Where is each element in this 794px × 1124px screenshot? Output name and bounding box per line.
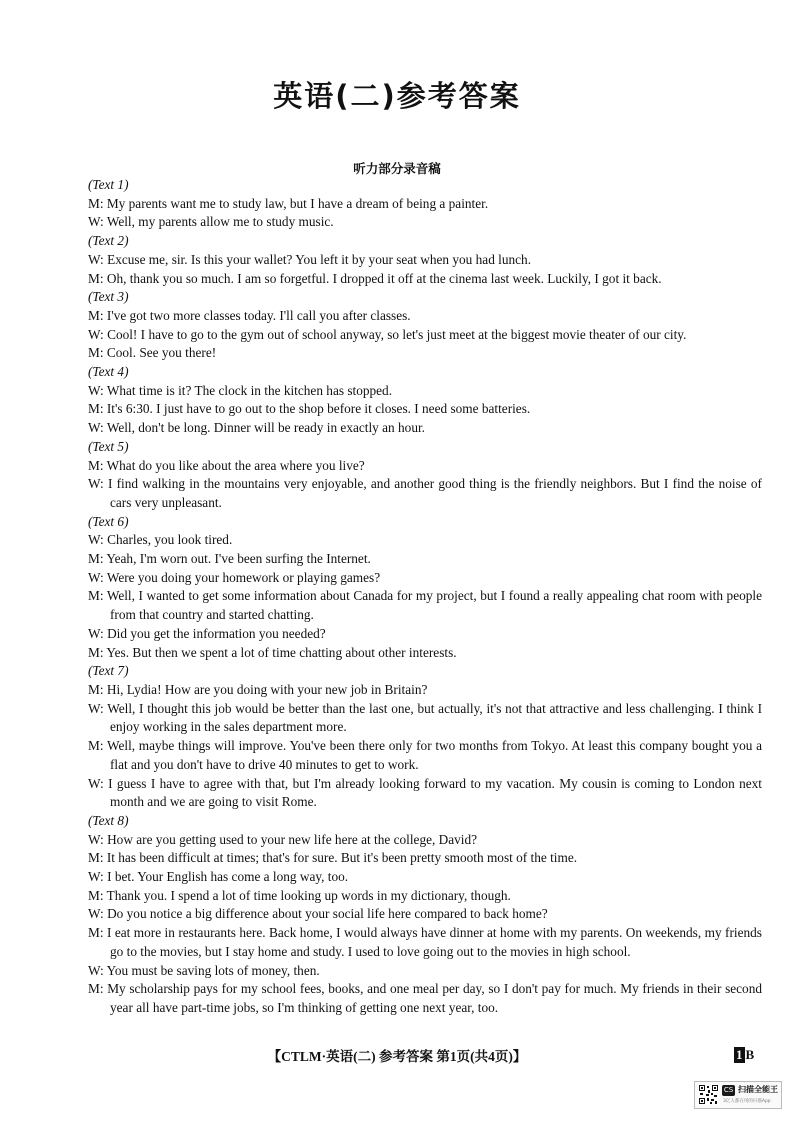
- camscanner-tagline: 3亿人都在用的扫描App: [723, 1099, 771, 1104]
- dialogue-line: W: Charles, you look tired.: [88, 532, 233, 548]
- dialogue-line: M: Yeah, I'm worn out. I've been surfing the Internet.: [88, 551, 371, 567]
- dialogue-line: W: Well, don't be long. Dinner will be ready in exactly an hour.: [88, 420, 425, 436]
- text-section-header: (Text 2): [88, 233, 129, 249]
- text-section-header: (Text 3): [88, 289, 129, 305]
- dialogue-line: M: Well, maybe things will improve. You've been there only for two months from Tokyo. At least this company bought you a flat and you don't have to drive 40 minutes to get to work.: [88, 738, 762, 772]
- dialogue-line: W: I find walking in the mountains very enjoyable, and another good thing is the friendly neighbors. But I find the noise of cars very unpleasant.: [88, 476, 762, 510]
- page-footer: 【CTLM·英语(二) 参考答案 第1页(共4页)】: [267, 1049, 527, 1064]
- dialogue-line: M: What do you like about the area where you live?: [88, 457, 365, 473]
- page-title: 英语(二)参考答案: [273, 79, 521, 113]
- dialogue-line: M: My parents want me to study law, but I have a dream of being a painter.: [88, 195, 489, 211]
- camscanner-watermark: [694, 1081, 782, 1109]
- section-subtitle: 听力部分录音稿: [353, 161, 441, 176]
- dialogue-line: W: What time is it? The clock in the kitchen has stopped.: [88, 382, 393, 398]
- dialogue-line: W: Well, I thought this job would be better than the last one, but actually, it's not that attractive and less challenging. I think I enjoy working in the sales department more.: [88, 700, 762, 735]
- dialogue-line: M: Hi, Lydia! How are you doing with your new job in Britain?: [88, 681, 428, 697]
- dialogue-line: W: Did you get the information you needed?: [88, 625, 326, 641]
- transcript-body: [88, 176, 762, 1018]
- text-section-header: (Text 7): [88, 663, 129, 679]
- text-section-header: (Text 8): [88, 812, 129, 828]
- dialogue-line: W: Were you doing your homework or playing games?: [88, 569, 381, 585]
- dialogue-line: M: Well, I wanted to get some information about Canada for my project, but I found a really appealing chat room with people from that country and started chatting.: [88, 588, 762, 623]
- dialogue-line: W: You must be saving lots of money, then.: [88, 962, 320, 978]
- qr-code-icon: [698, 1084, 719, 1105]
- dialogue-line: W: Excuse me, sir. Is this your wallet? You left it by your seat when you had lunch.: [88, 251, 532, 267]
- text-section-header: (Text 6): [88, 513, 129, 529]
- page-badge-number: 1: [736, 1047, 743, 1062]
- dialogue-line: M: It has been difficult at times; that's for sure. But it's been pretty smooth most of the time.: [88, 850, 578, 866]
- dialogue-line: M: I've got two more classes today. I'll call you after classes.: [88, 307, 411, 323]
- dialogue-line: M: Oh, thank you so much. I am so forgetful. I dropped it off at the cinema last week. Luckily, I got it back.: [88, 270, 662, 286]
- page-badge-letter: B: [745, 1047, 755, 1062]
- dialogue-line: M: I eat more in restaurants here. Back home, I would always have dinner at home with my parents. On weekends, my friends go to the movies, but I stay home and study. I used to love going out to the movies in high school.: [88, 925, 762, 959]
- dialogue-line: W: Do you notice a big difference about your social life here compared to back home?: [88, 906, 548, 922]
- page-badge: [734, 1047, 754, 1063]
- dialogue-line: W: How are you getting used to your new life here at the college, David?: [88, 831, 478, 847]
- text-section-header: (Text 1): [88, 177, 129, 192]
- dialogue-line: W: I guess I have to agree with that, but I'm already looking forward to my vacation. My cousin is coming to London next month and we are going to visit Rome.: [88, 775, 762, 810]
- camscanner-label: 扫描全能王: [738, 1085, 778, 1094]
- dialogue-line: M: Thank you. I spend a lot of time looking up words in my dictionary, though.: [88, 887, 511, 903]
- dialogue-line: W: I bet. Your English has come a long way, too.: [88, 869, 349, 885]
- text-section-header: (Text 4): [88, 364, 129, 380]
- dialogue-line: M: Yes. But then we spent a lot of time chatting about other interests.: [88, 644, 457, 660]
- dialogue-line: W: Cool! I have to go to the gym out of school anyway, so let's just meet at the biggest movie theater of our city.: [88, 326, 687, 342]
- dialogue-line: W: Well, my parents allow me to study music.: [88, 214, 334, 230]
- dialogue-line: M: Cool. See you there!: [88, 345, 217, 361]
- camscanner-logo-icon: CS: [723, 1086, 734, 1094]
- dialogue-line: M: It's 6:30. I just have to go out to the shop before it closes. I need some batteries.: [88, 401, 531, 417]
- dialogue-line: M: My scholarship pays for my school fees, books, and one meal per day, so I don't pay for much. My friends in their second year all have part-time jobs, so I'm thinking of getting one next year, too.: [88, 981, 762, 1015]
- text-section-header: (Text 5): [88, 438, 129, 454]
